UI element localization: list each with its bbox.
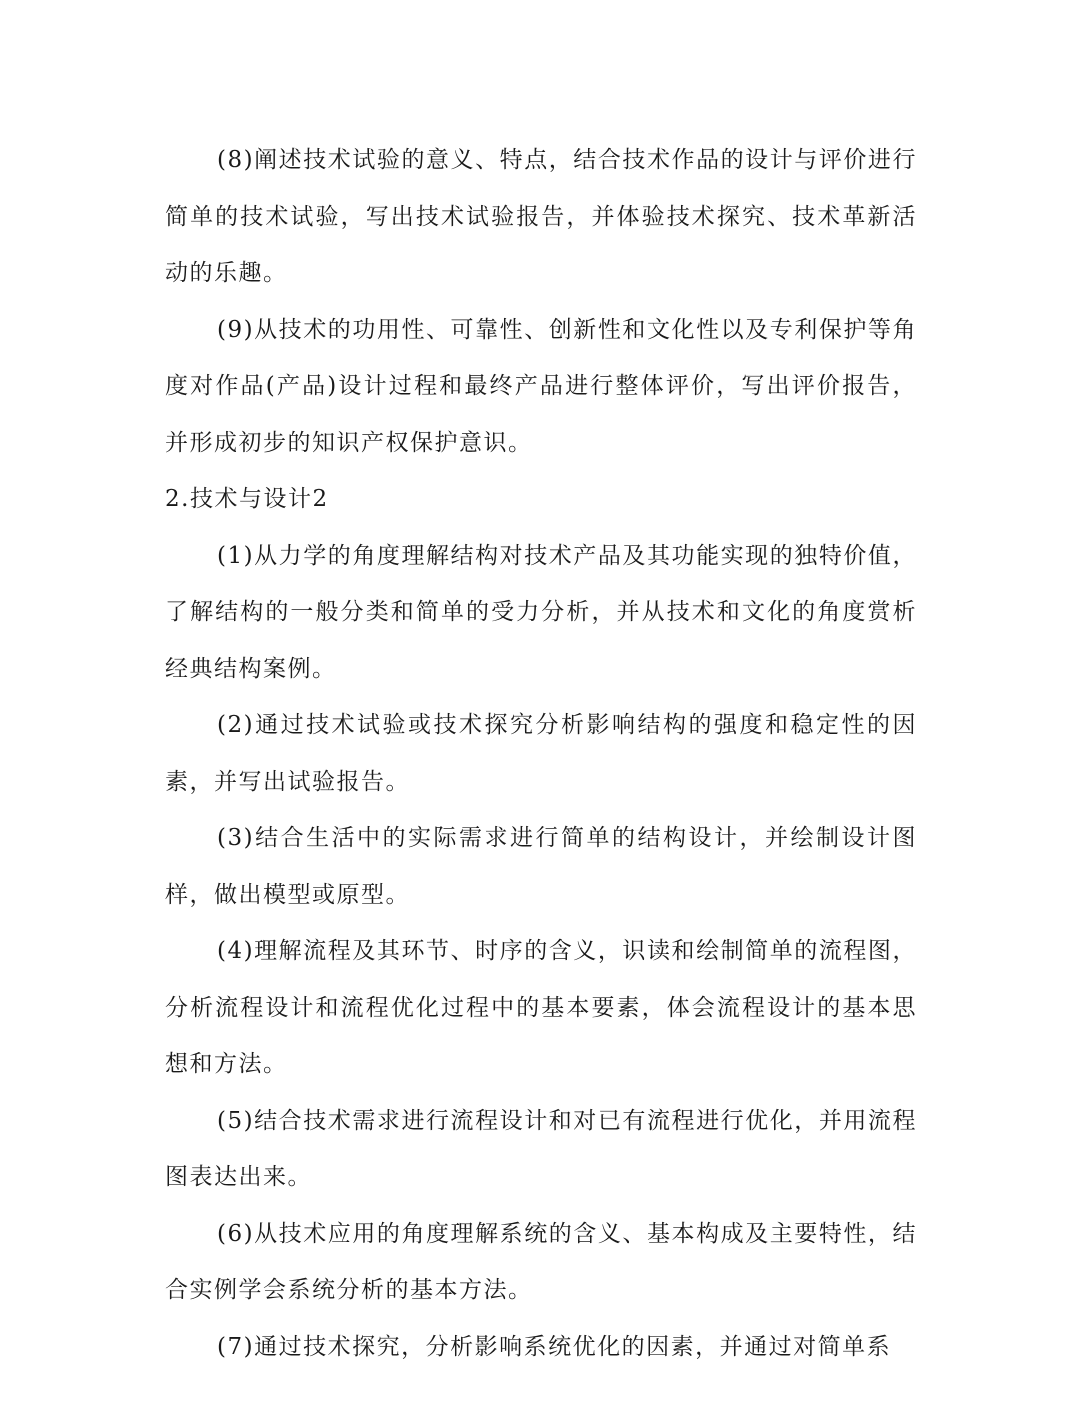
paragraph-item-8: (8)阐述技术试验的意义、特点，结合技术作品的设计与评价进行简单的技术试验，写出技术试验报告，并体验技术探究、技术革新活动的乐趣。 xyxy=(165,147,917,286)
paragraph-item-4: (4)理解流程及其环节、时序的含义，识读和绘制简单的流程图，分析流程设计和流程优化过程中的基本要素，体会流程设计的基本思想和方法。 xyxy=(165,938,917,1077)
paragraph-item-2: (2)通过技术试验或技术探究分析影响结构的强度和稳定性的因素，并写出试验报告。 xyxy=(165,712,917,795)
paragraph-item-6: (6)从技术应用的角度理解系统的含义、基本构成及主要特性，结合实例学会系统分析的基本方法。 xyxy=(165,1220,917,1303)
paragraph-item-5: (5)结合技术需求进行流程设计和对已有流程进行优化，并用流程图表达出来。 xyxy=(165,1107,917,1190)
paragraph-item-1: (1)从力学的角度理解结构对技术产品及其功能实现的独特价值，了解结构的一般分类和简单的受力分析，并从技术和文化的角度赏析经典结构案例。 xyxy=(165,542,917,682)
paragraph-item-9: (9)从技术的功用性、可靠性、创新性和文化性以及专利保护等角度对作品(产品)设计过程和最终产品进行整体评价，写出评价报告，并形成初步的知识产权保护意识。 xyxy=(165,316,917,456)
section-heading: 2.技术与设计2 xyxy=(165,486,329,512)
document-body xyxy=(165,132,917,1375)
paragraph-item-3: (3)结合生活中的实际需求进行简单的结构设计，并绘制设计图样，做出模型或原型。 xyxy=(165,825,917,908)
paragraph-item-7: (7)通过技术探究，分析影响系统优化的因素，并通过对简单系 xyxy=(217,1333,892,1360)
